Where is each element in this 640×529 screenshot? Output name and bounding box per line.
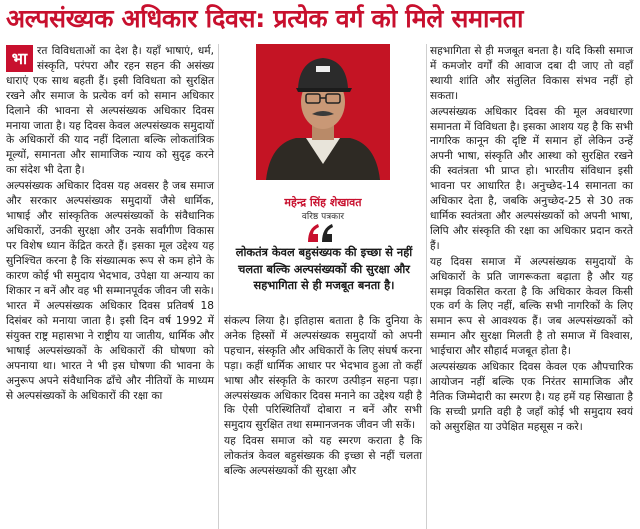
article-column-1 <box>6 44 214 405</box>
paragraph: यह दिवस समाज को यह स्मरण कराता है कि लोकतंत्र केवल बहुसंख्यक की इच्छा से नहीं चलता बल्कि अल्पसंख्यकों की सुरक्षा और <box>224 435 422 478</box>
paragraph: अल्पसंख्यक अधिकार दिवस की मूल अवधारणा समानता में विविधता है। इसका आशय यह है कि सभी नागरिक कानून की दृष्टि में समान हों लेकिन उन्हें अपनी भाषा, संस्कृति और आस्था को सुरक्षित रखने की स्वतंत्रता भी प्राप्त हो। भारतीय संविधान इसी भावना पर आधारित है। अनुच्छेद-14 समानता का अधिकार देता है, जबकि अनुच्छेद-25 से 30 तक धार्मिक स्वतंत्रता और अल्पसंख्यकों को अपनी भाषा, लिपि और संस्कृति की रक्षा का अधिकार प्रदान करते हैं। <box>430 105 633 252</box>
article-column-2 <box>224 314 422 480</box>
paragraph: अल्पसंख्यक अधिकार दिवस यह अवसर है जब समाज और सरकार अल्पसंख्यक समुदायों जैसे धार्मिक, भाषाई और सांस्कृतिक अल्पसंख्यकों के संवैधानिक अधिकारों, उनकी सुरक्षा और उनके सर्वांगीण विकास पर विशेष ध्यान केंद्रित करते हैं। इसका मूल उद्देश्य यह सुनिश्चित करना है कि संख्यात्मक रूप से कम होने के कारण कोई भी समुदाय भेदभाव, उपेक्षा या अन्याय का शिकार न बनें और वह भी सम्मानपूर्वक जीवन जी सके। <box>6 180 214 297</box>
author-photo <box>256 44 390 180</box>
paragraph: अल्पसंख्यक अधिकार दिवस केवल एक औपचारिक आयोजन नहीं बल्कि एक निरंतर सामाजिक और नैतिक जिम्मेदारी का स्मरण है। यह हमें यह सिखाता है कि सच्ची प्रगति वही है जहाँ कोई भी समुदाय स्वयं को असुरक्षित या उपेक्षित महसूस न करे। <box>430 361 633 433</box>
paragraph: सहभागिता से ही मजबूत बनता है। यदि किसी समाज में कमजोर वर्गों की आवाज दबा दी जाए तो वहाँ स्थायी शांति और संतुलित विकास संभव नहीं हो सकता। <box>430 45 633 102</box>
article-column-3 <box>430 44 633 436</box>
author-name: महेन्द्र सिंह शेखावत <box>284 196 362 209</box>
pull-quote: लोकतंत्र केवल बहुसंख्यक की इच्छा से नहीं चलता बल्कि अल्पसंख्यकों की सुरक्षा और सहभागिता से ही मजबूत बनता है। <box>235 245 413 292</box>
quote-icon <box>306 222 336 244</box>
paragraph: भारत में अल्पसंख्यक अधिकार दिवस प्रतिवर्ष 18 दिसंबर को मनाया जाता है। इसी दिन वर्ष 1992 में संयुक्त राष्ट्र महासभा ने राष्ट्रीय या जातीय, धार्मिक और भाषाई अल्पसंख्यकों के अधिकारों की घोषणा को अपनाया था। भारत ने भी इस घोषणा की भावना के अनुरूप अपने संवैधानिक ढाँचे और नीतियों के माध्यम से अल्पसंख्यकों के अधिकारों की रक्षा का <box>6 300 214 402</box>
column-divider <box>218 44 219 529</box>
headline: अल्पसंख्यक अधिकार दिवस: प्रत्येक वर्ग को मिले समानता <box>6 4 524 33</box>
column-divider <box>426 44 427 529</box>
author-portrait-icon <box>256 44 390 180</box>
paragraph: यह दिवस समाज में अल्पसंख्यक समुदायों के अधिकारों के प्रति जागरूकता बढ़ाता है और यह समझ विकसित करता है कि अधिकार केवल किसी एक वर्ग के लिए नहीं, बल्कि सभी नागरिकों के लिए समान रूप से आवश्यक हैं। जब अल्पसंख्यकों को सम्मान और सुरक्षा मिलती है तो समाज में विश्वास, भाईचारा और सौहार्द मजबूत होता है। <box>430 255 633 358</box>
author-photo-frame <box>224 44 422 194</box>
paragraph: रत विविधताओं का देश है। यहाँ भाषाएं, धर्म, संस्कृति, परंपरा और रहन सहन की असंख्य धाराएं एक साथ बहती हैं। इसी विविधता को सुरक्षित रखने और समाज के प्रत्येक वर्ग को समान अधिकार दिलाने की भावना से अल्पसंख्यक अधिकार दिवस मनाया जाता है। यह दिवस केवल अल्पसंख्यक समुदायों के अधिकारों की याद नहीं दिलाता बल्कि लोकतांत्रिक मूल्यों, समानता और सामाजिक न्याय को सुदृढ़ करने का संदेश भी देता है। <box>6 45 214 177</box>
paragraph: संकल्प लिया है। इतिहास बताता है कि दुनिया के अनेक हिस्सों में अल्पसंख्यक समुदायों को अपनी पहचान, संस्कृति और अधिकारों के लिए संघर्ष करना पड़ा। कहीं धार्मिक आधार पर भेदभाव हुआ तो कहीं भाषा और संस्कृति के कारण उत्पीड़न सहना पड़ा। अल्पसंख्यक अधिकार दिवस मनाने का उद्देश्य यही है कि ऐसी परिस्थितियाँ दोबारा न बनें और सभी समुदाय सुरक्षित तथा सम्मानजनक जीवन जी सकें। <box>224 315 422 432</box>
author-role: वरिष्ठ पत्रकार <box>301 212 345 222</box>
drop-cap: भा <box>6 45 33 72</box>
